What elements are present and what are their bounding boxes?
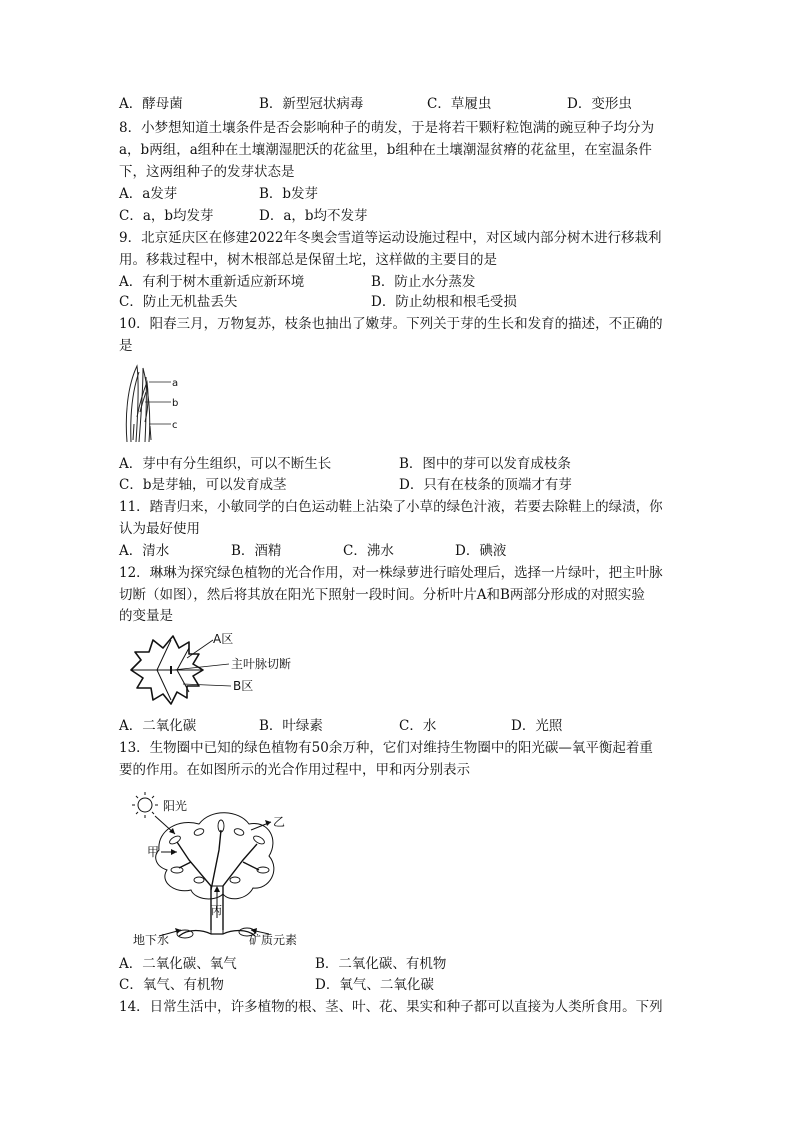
q12-stem-line-2: 切断（如图），然后将其放在阳光下照射一段时间。分析叶片A和B两部分形成的对照实验 <box>119 587 645 603</box>
q11-option-d: D．碘液 <box>455 543 507 559</box>
q12-option-b: B．叶绿素 <box>259 718 323 734</box>
q8-stem-line-1: 8．小梦想知道土壤条件是否会影响种子的萌发，于是将若干颗籽粒饱满的豌豆种子均分为 <box>119 120 655 136</box>
leaf-figure <box>127 630 307 710</box>
q14-stem-line-1: 14．日常生活中，许多植物的根、茎、叶、花、果实和种子都可以直接为人类所食用。下列 <box>119 999 663 1015</box>
label-minerals: 矿质元素 <box>249 933 298 947</box>
sun-icon <box>132 792 158 818</box>
q12-option-c: C．水 <box>399 718 437 734</box>
q8-stem-line-2: a，b两组，a组种在土壤潮湿肥沃的花盆里，b组种在土壤潮湿贫瘠的花盆里，在室温条件 <box>119 142 652 158</box>
q7-option-c: C．草履虫 <box>427 96 492 112</box>
q10-option-b: B．图中的芽可以发育成枝条 <box>399 456 571 472</box>
q8-option-a: A．a发芽 <box>119 186 178 202</box>
q12-option-d: D．光照 <box>511 718 563 734</box>
q8-option-d: D．a，b均不发芽 <box>259 208 368 224</box>
leaf-label-vein-cut: 主叶脉切断 <box>231 657 292 671</box>
q13-stem-line-1: 13．生物圈中已知的绿色植物有50余万种，它们对维持生物圈中的阳光碳—氧平衡起着重 <box>119 740 653 756</box>
q8-option-b: B．b发芽 <box>259 186 319 202</box>
q8-stem-line-3: 下，这两组种子的发芽状态是 <box>119 164 295 180</box>
q7-option-d: D．变形虫 <box>567 96 632 112</box>
q9-option-d: D．防止幼根和根毛受损 <box>371 294 517 310</box>
q10-option-d: D．只有在枝条的顶端才有芽 <box>399 477 572 493</box>
q12-stem-line-3: 的变量是 <box>119 608 173 624</box>
q13-option-c: C．氧气、有机物 <box>119 977 224 993</box>
bud-label-b: b <box>172 398 179 409</box>
q9-option-b: B．防止水分蒸发 <box>371 274 476 290</box>
q13-option-d: D．氧气、二氧化碳 <box>315 977 434 993</box>
bud-label-c: c <box>172 420 178 431</box>
q9-option-c: C．防止无机盐丢失 <box>119 294 238 310</box>
label-sunlight: 阳光 <box>163 799 188 813</box>
label-jia: 甲 <box>147 845 160 859</box>
q13-option-a: A．二氧化碳、氧气 <box>119 956 237 972</box>
q7-option-b: B．新型冠状病毒 <box>259 96 364 112</box>
bud-label-a: a <box>172 378 179 389</box>
q11-option-b: B．酒精 <box>231 543 282 559</box>
q12-option-a: A．二氧化碳 <box>119 718 197 734</box>
q12-stem-line-1: 12．琳琳为探究绿色植物的光合作用，对一株绿萝进行暗处理后，选择一片绿叶，把主叶脉 <box>119 565 663 581</box>
q10-option-c: C．b是芽轴，可以发育成茎 <box>119 477 287 493</box>
photosynthesis-tree-figure <box>119 790 319 948</box>
leaf-label-a-zone: A区 <box>213 632 234 646</box>
q11-option-a: A．清水 <box>119 543 170 559</box>
label-bing: 丙 <box>211 904 222 917</box>
q11-option-c: C．沸水 <box>343 543 394 559</box>
leaf-label-b-zone: B区 <box>233 679 254 693</box>
q9-option-a: A．有利于树木重新适应新环境 <box>119 274 305 290</box>
q7-option-a: A．酵母菌 <box>119 96 183 112</box>
q11-stem-line-1: 11．踏青归来，小敏同学的白色运动鞋上沾染了小草的绿色汁液，若要去除鞋上的绿渍，你 <box>119 499 663 515</box>
q10-stem-line-2: 是 <box>119 338 133 354</box>
q9-stem-line-1: 9．北京延庆区在修建2022年冬奥会雪道等运动设施过程中，对区域内部分树木进行移栽利 <box>119 230 662 246</box>
q11-stem-line-2: 认为最好使用 <box>119 521 200 537</box>
q13-option-b: B．二氧化碳、有机物 <box>315 956 447 972</box>
q10-option-a: A．芽中有分生组织，可以不断生长 <box>119 456 332 472</box>
bud-figure <box>119 362 189 444</box>
q13-stem-line-2: 要的作用。在如图所示的光合作用过程中，甲和丙分别表示 <box>119 762 470 778</box>
label-yi: 乙 <box>273 815 286 829</box>
q10-stem-line-1: 10．阳春三月，万物复苏，枝条也抽出了嫩芽。下列关于芽的生长和发育的描述，不正确的 <box>119 316 663 332</box>
label-groundwater: 地下水 <box>133 933 170 947</box>
q8-option-c: C．a，b均发芽 <box>119 208 214 224</box>
q9-stem-line-2: 用。移栽过程中，树木根部总是保留土坨，这样做的主要目的是 <box>119 252 497 268</box>
